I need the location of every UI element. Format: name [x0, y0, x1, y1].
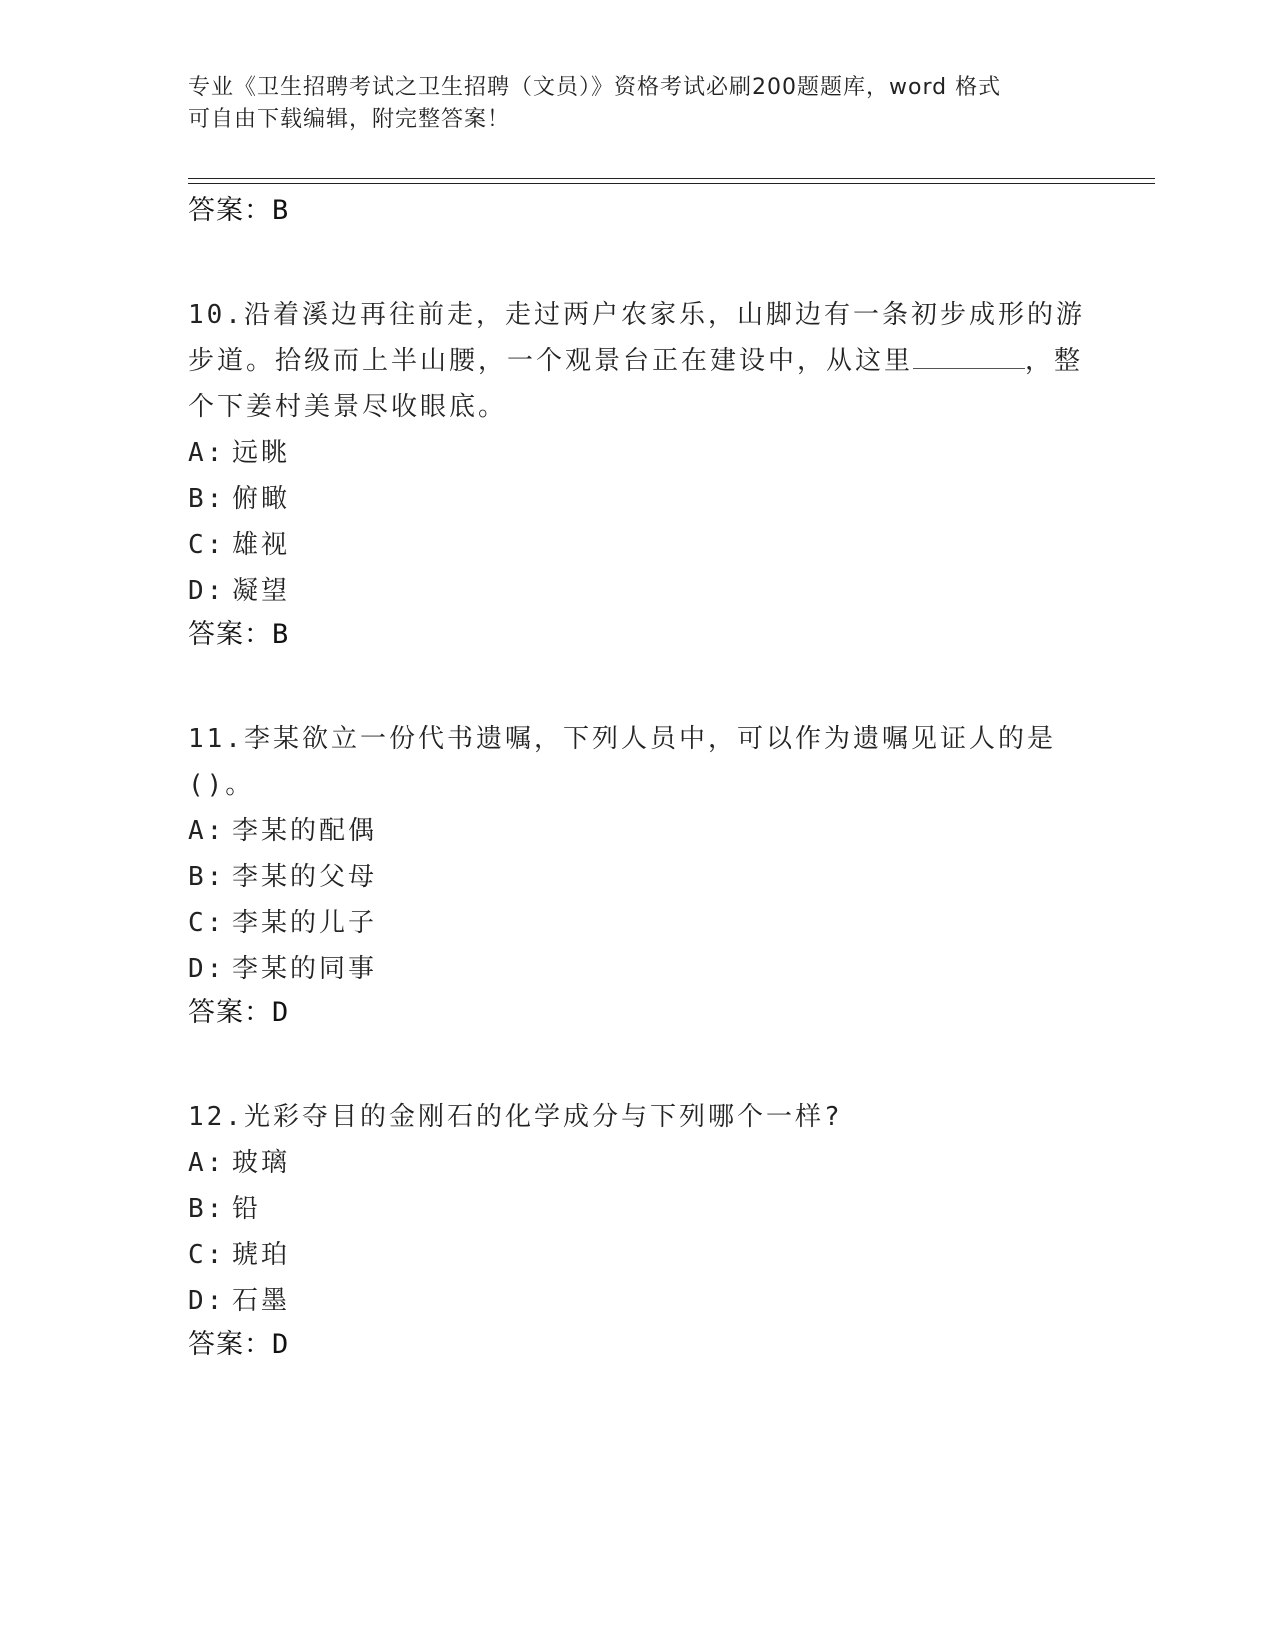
- answer-value: B: [272, 195, 290, 226]
- option-text: 李某的儿子: [232, 908, 378, 938]
- question-stem: 12.光彩夺目的金刚石的化学成分与下列哪个一样?: [188, 1102, 843, 1132]
- answer-label: 答案：: [188, 997, 272, 1028]
- option-key: A:: [188, 816, 226, 846]
- header-line-1: 专业《卫生招聘考试之卫生招聘（文员）》资格考试必刷200题题库，word 格式: [188, 75, 1002, 100]
- option-text: 凝望: [232, 576, 291, 606]
- option-text: 琥珀: [232, 1240, 291, 1270]
- option-d: [188, 568, 1088, 614]
- option-key: D:: [188, 1286, 226, 1316]
- question-answer: [188, 992, 1088, 1034]
- question-answer: [188, 1324, 1088, 1366]
- question-stem: [188, 292, 1088, 430]
- option-text: 李某的同事: [232, 954, 378, 984]
- answer-label: 答案：: [188, 619, 272, 650]
- option-text: 雄视: [232, 530, 291, 560]
- option-c: [188, 900, 1088, 946]
- answer-value: D: [272, 1329, 290, 1360]
- answer-label: 答案：: [188, 195, 272, 226]
- option-b: [188, 854, 1088, 900]
- option-key: C:: [188, 1240, 226, 1270]
- previous-answer: [188, 190, 1088, 232]
- answer-value: B: [272, 619, 290, 650]
- option-key: B:: [188, 862, 226, 892]
- option-c: [188, 522, 1088, 568]
- header-divider-bottom: [188, 183, 1155, 184]
- answer-label: 答案：: [188, 1329, 272, 1360]
- option-key: A:: [188, 438, 226, 468]
- option-text: 俯瞰: [232, 484, 291, 514]
- option-text: 玻璃: [232, 1148, 291, 1178]
- option-d: [188, 1278, 1088, 1324]
- question-stem: 11.李某欲立一份代书遗嘱，下列人员中，可以作为遗嘱见证人的是()。: [188, 724, 1056, 800]
- option-key: D:: [188, 576, 226, 606]
- question-stem-part-1: 10.沿着溪边再往前走，走过两户农家乐，山脚边有一条初步成形的游步道。拾级而上半山腰，一个观景台正在建设中，从这里: [188, 300, 1085, 376]
- page-header: [188, 72, 1068, 136]
- header-line-2: 可自由下载编辑，附完整答案！: [188, 107, 511, 132]
- question-10: [188, 292, 1088, 656]
- option-text: 远眺: [232, 438, 291, 468]
- question-list: [188, 190, 1088, 1366]
- option-text: 李某的配偶: [232, 816, 378, 846]
- question-11: [188, 716, 1088, 1034]
- header-divider-top: [188, 178, 1155, 179]
- question-12: [188, 1094, 1088, 1366]
- option-a: [188, 808, 1088, 854]
- option-text: 李某的父母: [232, 862, 378, 892]
- option-c: [188, 1232, 1088, 1278]
- option-key: C:: [188, 908, 226, 938]
- option-b: [188, 1186, 1088, 1232]
- option-key: A:: [188, 1148, 226, 1178]
- fill-in-blank: [913, 344, 1025, 369]
- option-key: D:: [188, 954, 226, 984]
- option-a: [188, 1140, 1088, 1186]
- option-key: B:: [188, 484, 226, 514]
- option-key: B:: [188, 1194, 226, 1224]
- question-stem-part-2: ，整个下姜村美景尽收眼底。: [188, 346, 1084, 422]
- question-answer: [188, 614, 1088, 656]
- option-a: [188, 430, 1088, 476]
- option-text: 铅: [232, 1194, 262, 1224]
- answer-value: D: [272, 997, 290, 1028]
- option-d: [188, 946, 1088, 992]
- option-key: C:: [188, 530, 226, 560]
- option-b: [188, 476, 1088, 522]
- option-text: 石墨: [232, 1286, 291, 1316]
